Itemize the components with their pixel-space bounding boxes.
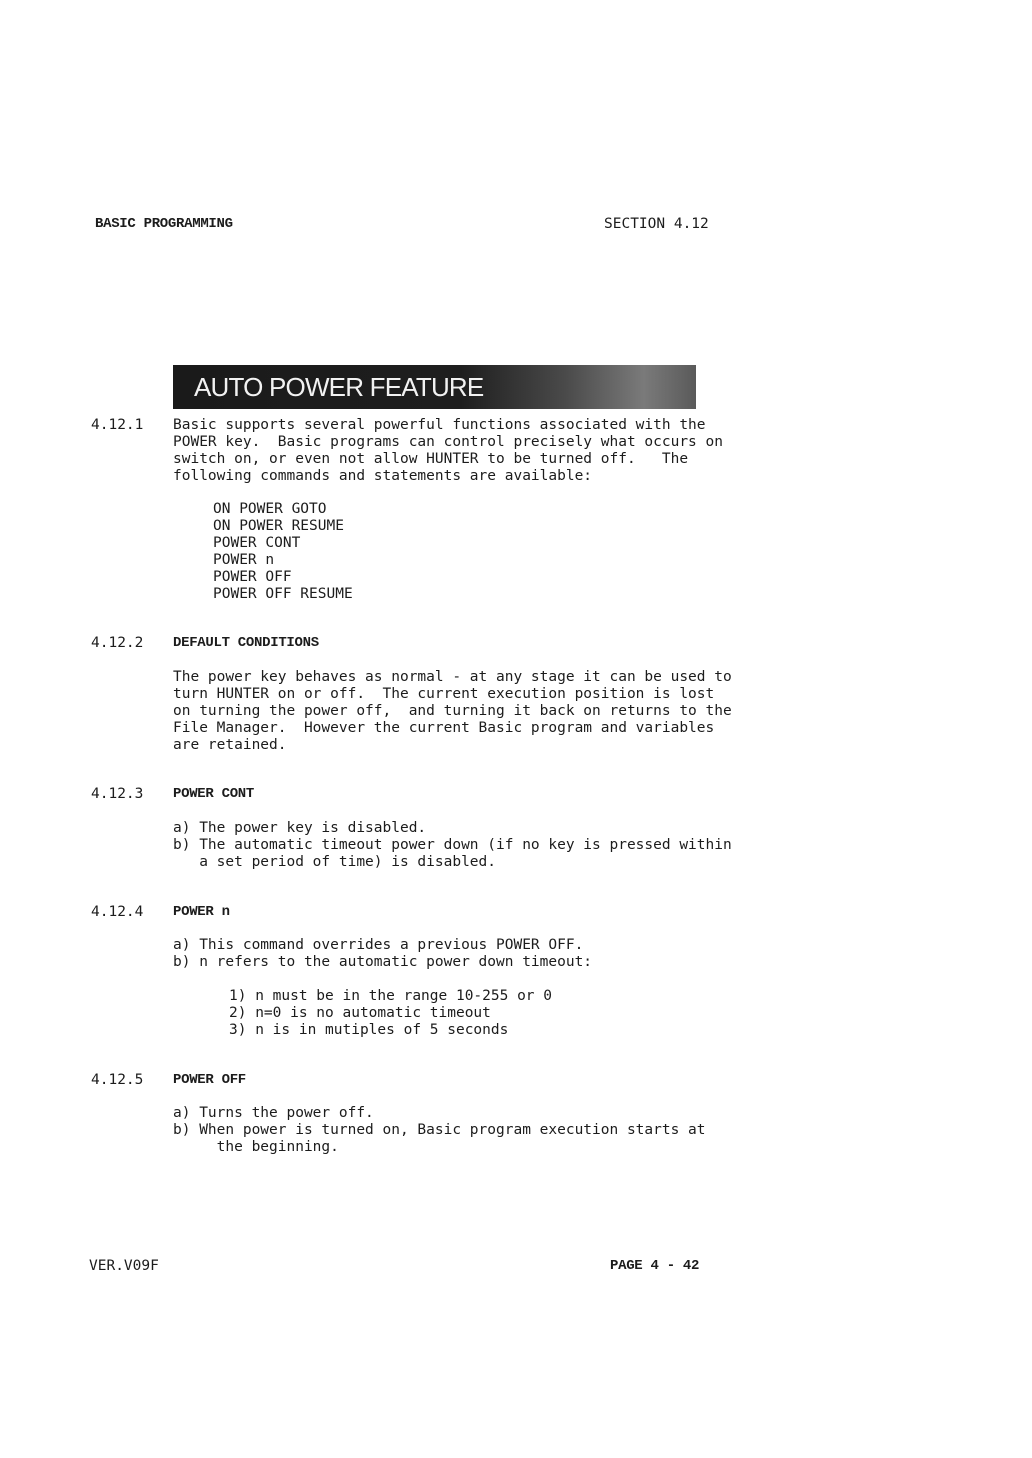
command-item: POWER CONT: [213, 535, 301, 551]
title-banner: [173, 365, 696, 409]
section-body: [173, 417, 723, 485]
command-item: POWER OFF: [213, 569, 292, 585]
body-line: on turning the power off, and turning it back on returns to the: [173, 703, 732, 719]
sub-list-item: 3) n is in mutiples of 5 seconds: [229, 1022, 509, 1038]
section-heading: POWER n: [173, 904, 230, 920]
footer-version: VER.V09F: [89, 1258, 159, 1274]
body-line: a) The power key is disabled.: [173, 820, 427, 836]
body-line: b) n refers to the automatic power down timeout:: [173, 954, 593, 970]
body-line: turn HUNTER on or off. The current execution position is lost: [173, 686, 715, 702]
section-heading: DEFAULT CONDITIONS: [173, 635, 319, 651]
body-line: a) This command overrides a previous POWER OFF.: [173, 937, 584, 953]
body-line: Basic supports several powerful functions associated with the: [173, 417, 706, 433]
page-number: PAGE 4 - 42: [610, 1258, 700, 1274]
section-body: [173, 820, 732, 871]
body-line: the beginning.: [173, 1139, 339, 1155]
section-number: 4.12.3: [91, 786, 144, 802]
section-number: 4.12.4: [91, 904, 144, 920]
section-heading: POWER CONT: [173, 786, 255, 802]
body-line: are retained.: [173, 737, 287, 753]
sub-list: [229, 988, 552, 1039]
sub-list-item: 1) n must be in the range 10-255 or 0: [229, 988, 553, 1004]
command-item: ON POWER GOTO: [213, 501, 327, 517]
sub-list-item: 2) n=0 is no automatic timeout: [229, 1005, 491, 1021]
body-line: following commands and statements are available:: [173, 468, 593, 484]
command-item: POWER OFF RESUME: [213, 586, 353, 602]
section-number: 4.12.5: [91, 1072, 144, 1088]
running-header-left: BASIC PROGRAMMING: [95, 216, 233, 232]
section-body: [173, 937, 592, 971]
body-line: The power key behaves as normal - at any stage it can be used to: [173, 669, 732, 685]
body-line: switch on, or even not allow HUNTER to be turned off. The: [173, 451, 689, 467]
body-line: b) When power is turned on, Basic program execution starts at: [173, 1122, 706, 1138]
running-header-right: SECTION 4.12: [604, 216, 709, 232]
section-body: [173, 1105, 706, 1156]
body-line: POWER key. Basic programs can control precisely what occurs on: [173, 434, 723, 450]
section-body: [173, 669, 732, 754]
command-list: [213, 501, 353, 603]
body-line: a set period of time) is disabled.: [173, 854, 497, 870]
command-item: POWER n: [213, 552, 275, 568]
page-title: AUTO POWER FEATURE: [194, 372, 484, 402]
body-line: a) Turns the power off.: [173, 1105, 374, 1121]
section-heading: POWER OFF: [173, 1072, 246, 1088]
body-line: b) The automatic timeout power down (if no key is pressed within: [173, 837, 732, 853]
body-line: File Manager. However the current Basic program and variables: [173, 720, 715, 736]
command-item: ON POWER RESUME: [213, 518, 344, 534]
section-number: 4.12.2: [91, 635, 144, 651]
section-number: 4.12.1: [91, 417, 144, 433]
